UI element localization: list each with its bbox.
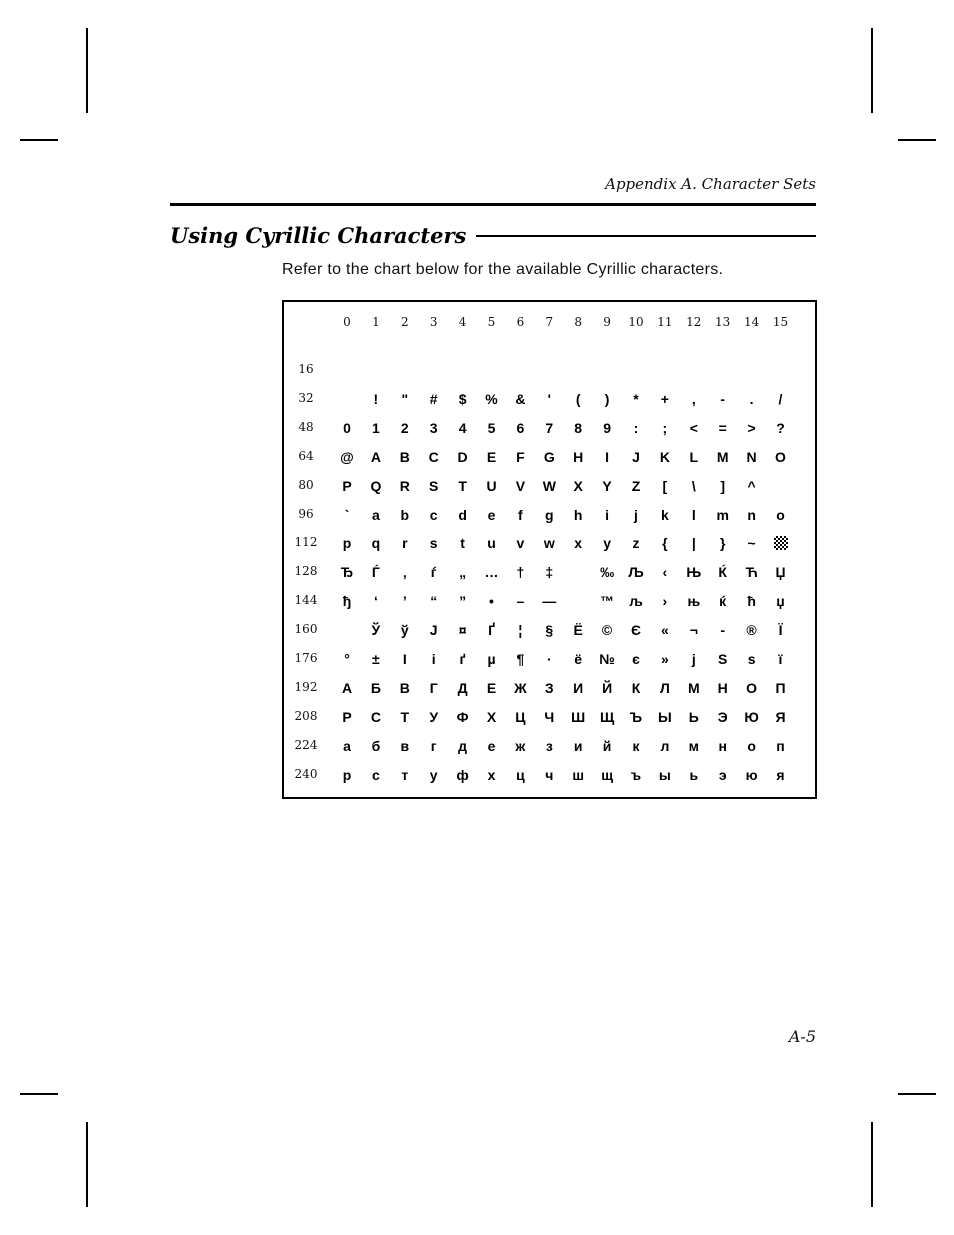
character-cell: o [776, 506, 785, 523]
character-cell: u [487, 535, 496, 552]
character-cell: · [546, 651, 552, 667]
row-header: 224 [294, 737, 318, 752]
character-cell: ч [545, 766, 554, 783]
crop-mark [86, 28, 88, 113]
character-cell: « [660, 622, 669, 639]
character-cell: q [371, 535, 381, 552]
character-cell: ц [516, 766, 525, 783]
character-cell: f [518, 506, 523, 523]
character-cell: % [485, 390, 498, 407]
character-cell: Ш [571, 708, 586, 725]
character-cell: Њ [686, 564, 702, 581]
character-cell: О [746, 679, 758, 696]
character-cell: Љ [628, 564, 644, 581]
character-cell: Ю [744, 708, 759, 725]
character-cell: V [515, 477, 526, 494]
character-cell: ш [572, 766, 585, 783]
character-cell: Ї [778, 622, 783, 639]
character-cell: R [399, 477, 410, 494]
character-cell: A [370, 448, 381, 465]
character-cell: + [660, 390, 669, 407]
character-cell: Д [457, 679, 468, 696]
character-cell: ќ [719, 593, 727, 610]
column-header: 3 [429, 315, 438, 329]
row-header: 48 [298, 419, 314, 434]
character-cell: ж [515, 737, 526, 754]
character-cell: k [660, 506, 669, 523]
character-cell: х [487, 766, 496, 783]
character-cell: о [747, 737, 756, 754]
character-cell: и [573, 737, 583, 754]
character-cell: ё [574, 651, 583, 667]
checkerboard-glyph-icon [774, 536, 788, 550]
character-cell: | [691, 535, 696, 552]
character-cell: J [632, 448, 640, 465]
cyrillic-character-chart [282, 300, 817, 799]
character-cell: ] [720, 477, 726, 494]
character-cell: ј [691, 651, 696, 667]
character-cell: ¶ [516, 651, 525, 667]
character-cell: › [662, 593, 668, 610]
character-cell: ` [344, 506, 350, 523]
character-cell: j [634, 506, 638, 523]
character-cell: / [778, 390, 783, 407]
character-cell: н [718, 737, 727, 754]
character-cell: ; [662, 419, 668, 436]
character-cell: ђ [342, 593, 352, 610]
character-cell: E [486, 448, 497, 465]
character-cell: - [720, 390, 726, 407]
character-cell: ъ [630, 766, 642, 783]
character-cell: ! [373, 390, 379, 407]
character-cell: Т [400, 708, 410, 725]
character-cell: л [660, 737, 670, 754]
title-rule [476, 235, 816, 237]
column-header: 1 [372, 315, 380, 329]
character-cell: Є [631, 622, 641, 639]
character-cell: й [602, 737, 612, 754]
character-cell: Й [602, 679, 613, 696]
character-cell: n [747, 506, 756, 523]
row-header: 80 [298, 477, 314, 492]
character-cell: ‰ [600, 564, 615, 581]
character-cell: 0 [343, 419, 351, 436]
character-cell: Ѓ [371, 564, 380, 581]
character-cell: “ [430, 593, 438, 610]
row-header: 160 [294, 622, 318, 637]
character-cell: » [660, 651, 669, 667]
character-cell: э [718, 766, 727, 783]
crop-mark [898, 1093, 936, 1095]
character-cell: М [687, 679, 700, 696]
character-cell: Ё [573, 622, 583, 639]
character-cell: Ж [514, 679, 527, 696]
character-cell: v [516, 535, 525, 552]
character-cell: ў [400, 622, 409, 639]
character-cell: Ђ [340, 564, 354, 581]
character-cell: 7 [545, 419, 554, 436]
character-cell: – [516, 593, 525, 610]
character-cell: є [632, 651, 640, 667]
character-cell: Ћ [745, 564, 758, 581]
character-cell: @ [340, 448, 354, 465]
character-cell: D [457, 448, 468, 465]
character-cell: Ґ [488, 622, 495, 639]
character-cell: ™ [600, 593, 615, 610]
character-cell: z [632, 535, 640, 552]
character-cell: ѕ [747, 651, 756, 667]
character-cell: r [402, 535, 408, 552]
row-header: 112 [294, 535, 318, 550]
character-cell: s [429, 535, 438, 552]
character-cell: К [631, 679, 641, 696]
character-cell: м [688, 737, 699, 754]
character-cell: T [458, 477, 467, 494]
character-cell: ’ [402, 593, 407, 610]
character-cell: S [429, 477, 439, 494]
column-header: 12 [686, 315, 702, 329]
column-header: 0 [343, 315, 351, 329]
character-cell: † [516, 564, 525, 581]
character-cell: С [370, 708, 381, 725]
character-cell: Ч [544, 708, 555, 725]
character-cell: Ь [688, 708, 699, 725]
character-cell: к [632, 737, 640, 754]
crop-mark [871, 1122, 873, 1207]
character-cell: њ [687, 593, 701, 610]
column-header: 4 [458, 315, 467, 329]
character-cell: ± [372, 651, 380, 667]
character-cell: 4 [458, 419, 467, 436]
character-cell: $ [458, 390, 467, 407]
row-header: 64 [298, 448, 314, 463]
crop-mark [20, 139, 58, 141]
character-cell: ‡ [545, 564, 554, 581]
header-rule [170, 203, 816, 206]
character-cell: g [545, 506, 554, 523]
character-cell: x [574, 535, 583, 552]
character-cell: а [343, 737, 351, 754]
character-cell: P [342, 477, 352, 494]
character-cell: Щ [599, 708, 615, 725]
character-cell: ы [658, 766, 671, 783]
character-cell: X [573, 477, 583, 494]
character-cell: А [341, 679, 353, 696]
character-cell: H [573, 448, 584, 465]
character-cell: § [545, 622, 554, 639]
column-header: 7 [545, 315, 554, 329]
character-cell: ґ [459, 651, 466, 667]
character-cell: # [429, 390, 438, 407]
character-cell: Ў [371, 622, 381, 639]
character-cell: e [487, 506, 496, 523]
character-cell: љ [629, 593, 643, 610]
row-header: 16 [298, 362, 314, 376]
character-cell: з [545, 737, 553, 754]
character-cell: Ъ [629, 708, 643, 725]
character-cell: w [543, 535, 555, 552]
character-cell: П [775, 679, 786, 696]
character-cell: 5 [487, 419, 496, 436]
character-cell: \ [691, 477, 696, 494]
character-cell: l [691, 506, 696, 523]
character-cell: Q [370, 477, 382, 494]
character-cell: ' [547, 390, 551, 407]
character-cell: p [342, 535, 352, 552]
column-header: 15 [772, 315, 789, 329]
row-header: 32 [298, 390, 314, 405]
character-cell: Y [602, 477, 612, 494]
character-cell: : [633, 419, 639, 436]
character-cell: Х [486, 708, 497, 725]
character-cell: ‚ [402, 564, 407, 581]
row-header: 144 [294, 593, 318, 608]
character-cell: ї [778, 651, 783, 667]
character-cell: д [458, 737, 468, 754]
character-cell: ю [745, 766, 758, 783]
character-cell: 6 [516, 419, 525, 436]
character-cell: я [776, 766, 785, 783]
character-cell: t [460, 535, 465, 552]
character-cell: ~ [747, 535, 756, 552]
running-header: Appendix A. Character Sets [605, 175, 816, 193]
row-header: 240 [294, 766, 318, 781]
character-cell: Z [631, 477, 641, 494]
column-header: 14 [743, 315, 760, 329]
character-cell: K [659, 448, 670, 465]
character-cell: і [431, 651, 436, 667]
character-cell: 1 [371, 419, 380, 436]
character-cell: п [776, 737, 785, 754]
character-cell: Ц [515, 708, 526, 725]
character-cell: F [516, 448, 525, 465]
character-cell: m [716, 506, 729, 523]
character-cell: р [342, 766, 352, 783]
character-cell: - [720, 622, 726, 639]
character-cell: ь [689, 766, 699, 783]
character-cell: [ [662, 477, 668, 494]
character-cell: ћ [747, 593, 756, 610]
character-cell: І [402, 651, 407, 667]
character-cell: C [428, 448, 439, 465]
character-cell: џ [776, 593, 785, 610]
character-cell: * [633, 390, 639, 407]
character-cell: y [603, 535, 611, 552]
character-cell: G [543, 448, 555, 465]
character-cell: 8 [574, 419, 583, 436]
character-cell: B [399, 448, 410, 465]
character-cell: ( [575, 390, 581, 407]
crop-mark [871, 28, 873, 113]
character-cell: } [719, 535, 726, 552]
character-cell: Л [659, 679, 670, 696]
row-header: 192 [294, 679, 318, 694]
character-cell: б [371, 737, 381, 754]
character-cell: , [691, 390, 696, 407]
character-cell: ¦ [518, 622, 523, 639]
column-header: 2 [400, 315, 409, 329]
character-cell: & [515, 390, 526, 407]
character-cell: i [605, 506, 610, 523]
character-cell: d [458, 506, 467, 523]
row-header: 208 [294, 708, 318, 723]
character-cell: ” [459, 593, 467, 610]
character-cell: ^ [747, 477, 756, 494]
intro-paragraph: Refer to the chart below for the available Cyrillic characters. [282, 261, 724, 278]
character-cell: 2 [400, 419, 409, 436]
character-cell: ‹ [662, 564, 668, 581]
character-cell: Г [429, 679, 438, 696]
character-cell: Ј [429, 622, 438, 639]
character-cell: µ [487, 651, 496, 667]
character-cell: Ы [658, 708, 672, 725]
character-cell: 3 [429, 419, 438, 436]
column-header: 11 [657, 315, 673, 329]
character-cell: O [775, 448, 786, 465]
character-cell: • [489, 593, 494, 610]
column-header: 6 [516, 315, 525, 329]
column-header: 8 [574, 315, 582, 329]
character-cell: M [716, 448, 729, 465]
character-cell: ¤ [458, 622, 467, 639]
crop-mark [898, 139, 936, 141]
character-cell: … [484, 564, 499, 581]
character-cell: № [599, 651, 615, 667]
character-cell: ) [604, 390, 610, 407]
character-cell: I [605, 448, 610, 465]
column-header: 5 [487, 315, 496, 329]
character-cell: Ф [456, 708, 469, 725]
character-cell: с [371, 766, 380, 783]
character-cell: ф [456, 766, 469, 783]
character-cell: = [718, 419, 727, 436]
character-cell: у [429, 766, 438, 783]
character-cell: Б [370, 679, 381, 696]
character-cell: b [400, 506, 410, 523]
character-cell: ° [344, 651, 350, 667]
character-cell: Џ [775, 564, 786, 581]
character-cell: . [749, 390, 754, 407]
character-cell: © [601, 622, 613, 639]
character-cell: Я [775, 708, 786, 725]
character-cell: " [401, 390, 409, 407]
character-cell: И [573, 679, 584, 696]
character-cell: щ [601, 766, 613, 783]
character-cell: ‘ [373, 593, 378, 610]
character-cell: З [544, 679, 554, 696]
character-cell: г [430, 737, 437, 754]
character-cell: ? [776, 419, 785, 436]
crop-mark [20, 1093, 58, 1095]
character-cell: > [747, 419, 756, 436]
crop-mark [86, 1122, 88, 1207]
character-cell: Ѕ [718, 651, 728, 667]
character-cell: W [542, 477, 556, 494]
character-cell: — [542, 593, 557, 610]
section-heading [170, 218, 816, 252]
character-cell: U [486, 477, 497, 494]
character-cell: h [573, 506, 583, 523]
row-header: 128 [294, 564, 318, 579]
character-cell: т [401, 766, 409, 783]
character-cell: ¬ [689, 622, 698, 639]
character-cell: „ [459, 564, 467, 581]
character-cell: Э [717, 708, 728, 725]
column-header: 10 [628, 315, 644, 329]
character-cell: ѓ [430, 564, 437, 581]
character-cell: Р [342, 708, 352, 725]
character-cell: { [662, 535, 668, 552]
column-header: 13 [715, 315, 731, 329]
column-header: 9 [603, 315, 611, 329]
character-cell: < [689, 419, 698, 436]
character-cell: в [400, 737, 410, 754]
character-cell: Е [486, 679, 497, 696]
character-cell: В [399, 679, 410, 696]
character-cell: Ќ [718, 564, 727, 581]
section-title: Using Cyrillic Characters [170, 222, 467, 248]
row-header: 176 [294, 651, 318, 665]
row-header: 96 [298, 506, 314, 521]
character-cell: У [429, 708, 439, 725]
page-number: A-5 [788, 1027, 816, 1046]
character-cell: Н [717, 679, 728, 696]
character-cell: a [371, 506, 380, 523]
character-cell: 9 [603, 419, 611, 436]
character-cell: ® [746, 622, 757, 639]
character-cell: c [429, 506, 438, 523]
character-cell: е [487, 737, 496, 754]
character-cell: L [689, 448, 699, 465]
character-cell: N [746, 448, 757, 465]
